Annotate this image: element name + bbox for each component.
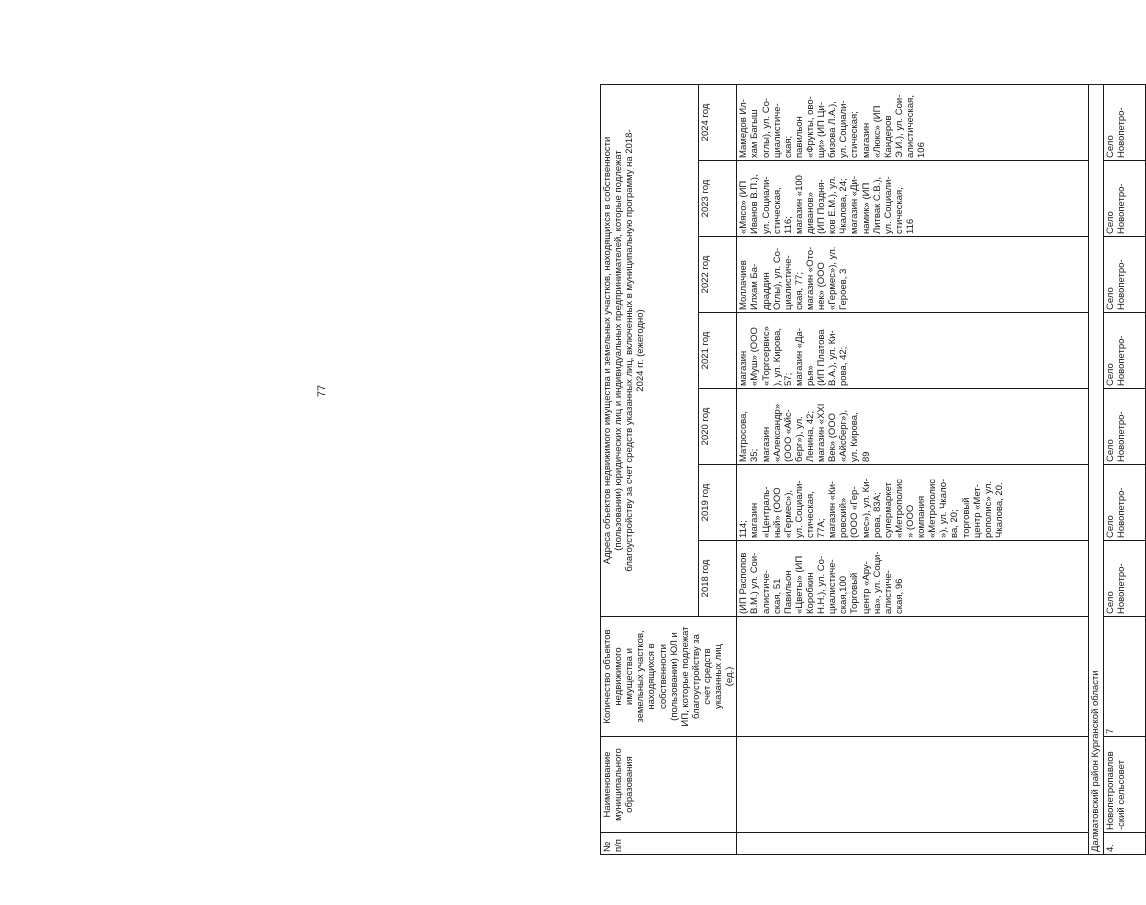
text-line: ный» (ООО [771,487,783,538]
text-line: ская, 51 [771,578,783,614]
header-addresses [601,84,699,616]
text-line: Село [1105,439,1117,462]
text-line: «Люкс» (ИП [871,105,883,158]
text-line: Коробкин [804,572,816,614]
text-line: 57; [782,372,794,386]
text-line: (пользовании) ЮЛ и [668,632,680,721]
text-line: ровский» [838,497,850,538]
text-line: Моллачиев [738,260,750,310]
text-line: магазин «100 [793,175,805,234]
text-line: центр «Ару- [860,561,872,614]
text-line: ская, 96 [893,578,905,614]
text-line: бизова Л.А.), [827,101,839,158]
text-line: (ИП Платова [816,329,828,386]
text-line: мес»), ул. Ки- [860,478,872,538]
text-line: ская; [782,135,794,158]
text-line: Иванов В.П.), [749,174,761,234]
text-line: (ИП Поздня- [816,179,828,234]
text-line: Село [1105,135,1117,158]
row-name-empty [737,737,1089,833]
region-row [1089,84,1104,854]
text-line: п/п [613,839,625,852]
text-line: Н.Н.), ул. Со- [816,555,828,614]
header-row [601,84,699,854]
text-line: ва, 20; [949,509,961,538]
text-line: торговый [960,497,972,538]
year-2024: 2024 год [698,84,737,160]
text-line: циалистиче- [782,255,794,310]
text-line: драддин [760,272,772,310]
text-line: Новопетро- [1116,487,1128,538]
addresses-2020 [737,389,1089,465]
text-line: земельных участков, [635,630,647,723]
region-title: Далматовский район Курганской области [1089,84,1104,854]
text-line: Героев, 3 [838,268,850,310]
text-line: «Гермес»), ул. [827,246,839,310]
text-line: Адреса объектов недвижимого имущества и земельных участков, находящихся в собственности [602,136,613,565]
text-line: Количество объектов [602,629,613,724]
text-line: В.А.), ул. Ки- [827,330,839,386]
text-line: рова, 42; [838,346,850,386]
year-2022: 2022 год [698,237,737,313]
text-line: «Муш» (ООО [749,327,761,386]
text-line: стическая, [804,491,816,538]
text-line: «Централь- [760,486,772,538]
row4-village-2022 [1104,237,1146,313]
text-line: Ленина, 42; [804,410,816,462]
text-line: компания [916,495,928,538]
text-line: «Цветы» (ИП [793,555,805,614]
text-line: магазин «XXI [816,403,828,462]
addresses-2018 [737,541,1089,617]
page-number: 77 [316,384,328,398]
text-line: Село [1105,515,1117,538]
row4-village-2021 [1104,313,1146,389]
text-line: Э.И.), ул. Сои- [893,94,905,158]
text-line: циалистиче- [771,103,783,158]
text-line: Чкалова, 20. [993,482,1005,538]
text-line: Торговый [849,572,861,614]
row4-village-2023 [1104,161,1146,237]
text-line: ул. Социали- [793,480,805,538]
text-line: ИП, которые подлежат [679,626,691,727]
text-line: оглы), ул. Со- [760,97,772,158]
text-line: ), ул. Кирова, [771,327,783,386]
text-line: нек» (ООО [816,262,828,310]
row4-count: 7 [1104,617,1146,737]
addresses-2022 [737,237,1089,313]
text-line: (ООО «Айс- [782,409,794,462]
text-line: алистиче- [882,570,894,614]
text-line: Наименование [602,751,613,818]
text-line: Новопетро- [1116,563,1128,614]
text-line: магазин «Ото- [804,246,816,310]
text-line: Новопетро- [1116,107,1128,158]
text-line: ская, 77; [793,271,805,310]
year-2021: 2021 год [698,313,737,389]
text-line: Село [1105,211,1117,234]
text-line: щи» (ИП Ци- [816,101,828,158]
text-line: на», ул. Соци- [871,551,883,614]
text-line: муниципального [613,748,625,821]
text-line: Литвак С.В.), [871,176,883,234]
text-line: указанных лиц [713,644,725,709]
text-line: (ИП Распопов [738,552,750,614]
row4-no: 4. [1104,833,1146,855]
text-line: намик» (ИП [860,182,872,234]
text-line: »), ул. Чкало- [938,478,950,538]
text-line: благоустройству за [690,634,702,719]
text-line: магазин [760,426,772,462]
text-line: » (ООО [904,504,916,538]
text-line: (ед.) [724,666,736,687]
addresses-2019 [737,465,1089,541]
text-line: Век» (ООО [827,412,839,462]
text-line: «Фрукты, ово- [804,96,816,158]
text-line: Новопетро- [1116,335,1128,386]
text-line: магазин [738,350,750,386]
header-no [601,833,737,855]
text-line: «Метрополис [927,478,939,538]
text-line: Село [1105,287,1117,310]
header-object-count [601,617,737,737]
text-line: Кандеров [882,115,894,158]
text-line: Павильон [782,570,794,614]
text-line: ул. Социали- [838,100,850,158]
text-line: 114; [738,520,750,538]
row-count-empty [737,617,1089,737]
text-line: Новопетропавлов [1105,751,1117,830]
text-line: В.М.) ул. Сои- [749,552,761,614]
text-line: алистиче- [760,570,772,614]
text-line: ул. Кирова, [849,412,861,462]
year-2019: 2019 год [698,465,737,541]
text-line: циалистиче- [827,559,839,614]
text-line: павильон [793,116,805,158]
text-line: Село [1105,363,1117,386]
text-line: Чкалова, 24; [838,178,850,234]
text-line: 35; [749,448,761,462]
text-line: «Метрополис [893,478,905,538]
text-line: имущества и [624,648,636,705]
text-line: магазин «Ди- [849,176,861,234]
row-no-empty [737,833,1089,855]
addresses-row [737,84,1089,854]
text-line: стическая, [771,187,783,234]
text-line: благоустройству за счет средств указанных лиц, включенных в муниципальную программу на 2018- [624,129,636,572]
text-line: «Гермес»), [782,489,794,538]
text-line: счет средств [701,648,713,705]
rotated-table-container [600,85,1128,855]
text-line: рополис» ул. [982,480,994,538]
text-line: (ООО «Гер- [849,486,861,538]
text-line: «Александр» [771,403,783,462]
text-line: рья» [804,365,816,386]
text-line: ская,100 [838,575,850,614]
text-line: находящихся в [646,643,658,710]
text-line: «Айсберг»), [838,409,850,462]
addresses-2021 [737,313,1089,389]
row4-village-2024 [1104,84,1146,160]
text-line: алистическая, [904,95,916,158]
text-line: -ский сельсовет [1116,760,1128,830]
text-line: недвижимого [613,647,625,706]
text-line: собственности [657,644,669,709]
text-line: Матросова, [738,410,750,462]
text-line: ул. Социали- [882,176,894,234]
year-2020: 2020 год [698,389,737,465]
text-line: рова, 83А; [871,492,883,538]
text-line: 116; [782,216,794,234]
text-line: ул. Социали- [760,176,772,234]
row4-village-2019 [1104,465,1146,541]
text-line: Новопетро- [1116,411,1128,462]
text-line: стическая; [849,111,861,158]
text-line: Оглы), ул. Со- [771,247,783,310]
text-line: стическая, [893,187,905,234]
text-line: Новопетро- [1116,183,1128,234]
row-4 [1104,84,1146,854]
text-line: центр «Мет- [971,484,983,538]
row4-village-2018 [1104,541,1146,617]
year-2023: 2023 год [698,161,737,237]
text-line: берг»), ул. [793,416,805,462]
text-line: магазин «Да- [793,328,805,386]
addresses-2023 [737,161,1089,237]
text-line: хам Багыш [749,109,761,158]
year-2018: 2018 год [698,541,737,617]
text-line: магазин «Ки- [827,480,839,538]
text-line: магазин [860,122,872,158]
text-line: Новопетро- [1116,259,1128,310]
text-line: Илхам Ба- [749,263,761,310]
objects-table [600,84,1146,855]
text-line: № [602,841,613,852]
text-line: супермаркет [882,482,894,538]
text-line: Мамедов Ил- [738,99,750,158]
text-line: диванов» [804,192,816,234]
text-line: «Мясо» (ИП [738,180,750,234]
text-line: (пользовании) юридических лиц и индивидуальных предпринимателей, которые подлежат [613,150,625,551]
text-line: 77А; [816,518,828,538]
text-line: ков Е.М.), ул. [827,176,839,234]
header-municipality [601,737,737,833]
text-line: магазин [749,502,761,538]
row4-name [1104,737,1146,833]
text-line: 2024 гг. (ежегодно) [635,309,647,392]
text-line: образования [624,756,636,813]
row4-village-2020 [1104,389,1146,465]
addresses-2024 [737,84,1089,160]
text-line: 116 [904,218,916,234]
text-line: 106 [916,142,928,158]
text-line: Село [1105,591,1117,614]
text-line: «Торгсервис» [760,326,772,386]
text-line: 89 [860,451,872,462]
